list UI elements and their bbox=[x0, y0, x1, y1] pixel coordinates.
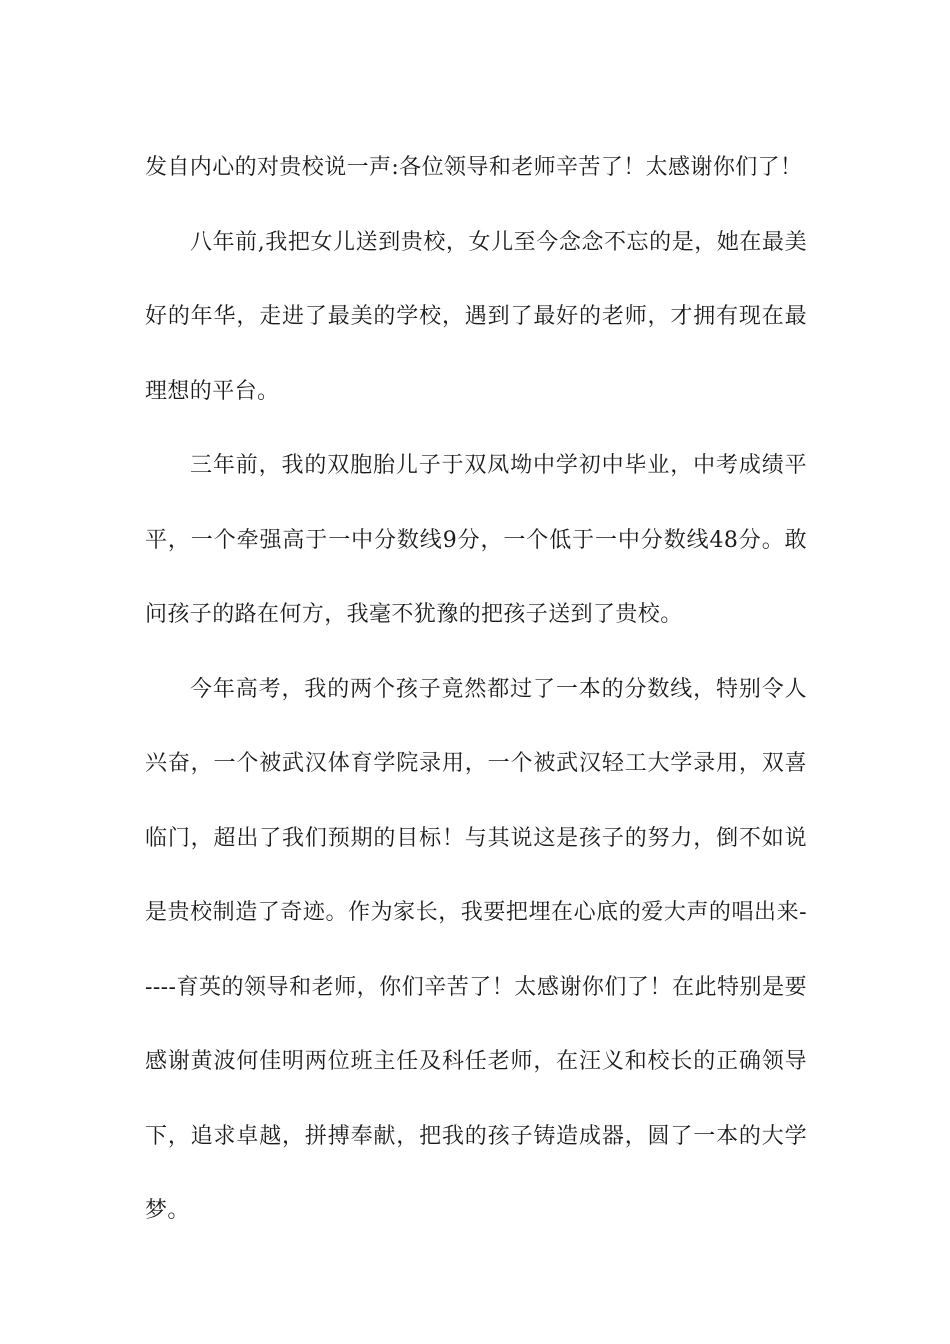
paragraph-thanks-opening: 发自内心的对贵校说一声:各位领导和老师辛苦了！太感谢你们了！ bbox=[145, 155, 803, 180]
paragraph-gaokao-results: 今年高考，我的两个孩子竟然都过了一本的分数线，特别令人兴奋，一个被武汉体育学院录用，一个被武汉轻工大学录用，双喜临门，超出了我们预期的目标！与其说这是孩子的努力，倒不如说是贵校制造了奇迹。作为家长，我要把埋在心底的爱大声的唱出来-----育英的领导和老师，你们辛苦了！太感谢你们了！在此特别是要感谢黄波何佳明两位班主任及科任老师，在汪义和校长的正确领导下，追求卓越，拼搏奉献，把我的孩子铸造成器，圆了一本的大学梦。 bbox=[145, 676, 807, 1223]
document-body bbox=[145, 131, 807, 1249]
paragraph-daughter: 八年前,我把女儿送到贵校，女儿至今念念不忘的是，她在最美好的年华，走进了最美的学校，遇到了最好的老师，才拥有现在最理想的平台。 bbox=[145, 229, 807, 404]
paragraph-twin-sons: 三年前，我的双胞胎儿子于双凤坳中学初中毕业，中考成绩平平，一个牵强高于一中分数线9分，一个低于一中分数线48分。敢问孩子的路在何方，我毫不犹豫的把孩子送到了贵校。 bbox=[145, 453, 807, 627]
